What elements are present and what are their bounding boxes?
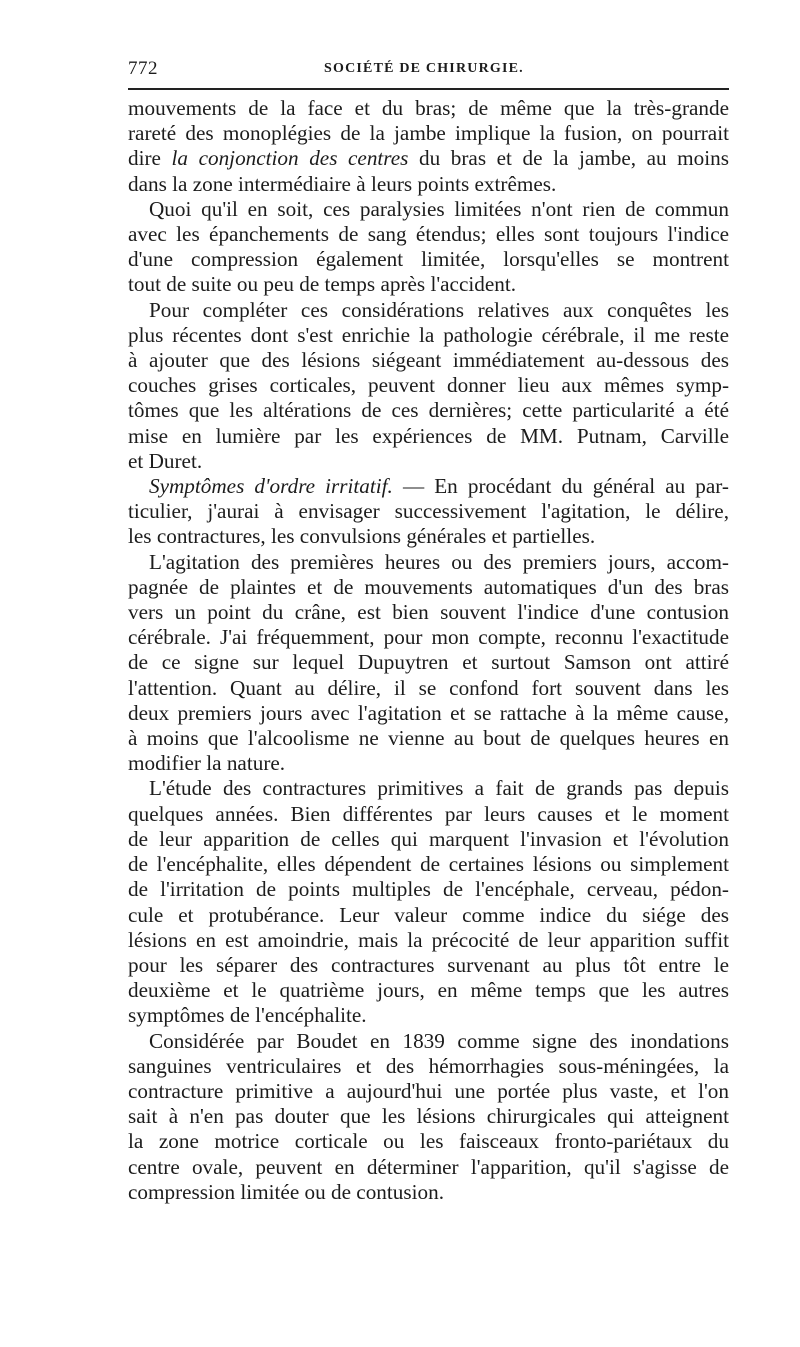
text-segment: mouvements de la face et du bras; de même que la très-grande bbox=[128, 96, 729, 120]
text-segment: — En procédant du général au par- bbox=[392, 474, 729, 499]
text-line bbox=[128, 121, 729, 146]
text-line bbox=[128, 272, 729, 297]
text-line bbox=[128, 802, 729, 827]
italic-text: la conjonction des centres bbox=[171, 146, 409, 171]
text-line bbox=[128, 398, 729, 423]
body-text bbox=[128, 96, 729, 1205]
text-segment: cérébrale. J'ai fréquemment, pour mon compte, reconnu l'exactitude bbox=[128, 625, 729, 650]
text-line bbox=[128, 474, 729, 499]
text-segment: les contractures, les convulsions générales et partielles. bbox=[128, 524, 596, 549]
text-segment: du bras et de la jambe, au moins bbox=[408, 146, 729, 171]
text-segment: compression limitée ou de contusion. bbox=[128, 1179, 444, 1204]
text-line bbox=[128, 575, 729, 600]
text-line bbox=[128, 928, 729, 953]
text-segment: la zone motrice corticale ou les faisceaux fronto-pariétaux du bbox=[128, 1129, 729, 1154]
text-line bbox=[128, 222, 729, 247]
text-segment: lésions en est amoindrie, mais la précocité de leur apparition suffit bbox=[128, 927, 729, 952]
text-segment: à moins que l'alcoolisme ne vienne au bout de quelques heures en bbox=[128, 726, 729, 751]
text-line bbox=[128, 1003, 729, 1028]
text-line bbox=[128, 1079, 729, 1104]
text-segment: deux premiers jours avec l'agitation et se rattache à la même cause, bbox=[128, 700, 729, 725]
text-segment: avec les épanchements de sang étendus; elles sont toujours l'indice bbox=[128, 222, 729, 247]
text-segment: Quoi qu'il en soit, ces paralysies limitées n'ont rien de commun bbox=[149, 196, 729, 221]
text-segment: Pour compléter ces considérations relatives aux conquêtes les bbox=[149, 297, 729, 322]
text-segment: contracture primitive a aujourd'hui une portée plus vaste, et l'on bbox=[128, 1078, 729, 1103]
paragraph bbox=[128, 197, 729, 298]
book-page bbox=[128, 48, 729, 1205]
text-line bbox=[128, 776, 729, 801]
paragraph bbox=[128, 298, 729, 474]
text-segment: à ajouter que des lésions siégeant immédiatement au-dessous des bbox=[128, 348, 729, 373]
text-line bbox=[128, 827, 729, 852]
text-segment: sait à n'en pas douter que les lésions chirurgicales qui atteignent bbox=[128, 1104, 729, 1129]
text-segment: de ce signe sur lequel Dupuytren et surtout Samson ont attiré bbox=[128, 650, 729, 675]
text-line bbox=[128, 247, 729, 272]
paragraph bbox=[128, 550, 729, 777]
text-segment: pour les séparer des contractures survenant au plus tôt entre le bbox=[128, 952, 729, 977]
text-line bbox=[128, 676, 729, 701]
text-segment: L'agitation des premières heures ou des premiers jours, accom- bbox=[149, 549, 729, 574]
text-line bbox=[128, 424, 729, 449]
text-segment: tout de suite ou peu de temps après l'accident. bbox=[128, 272, 517, 297]
header-rule bbox=[128, 88, 729, 90]
text-segment: dire bbox=[128, 146, 172, 171]
text-line bbox=[128, 524, 729, 549]
text-line bbox=[128, 1029, 729, 1054]
text-segment: dans la zone intermédiaire à leurs points extrêmes. bbox=[128, 171, 557, 196]
paragraph bbox=[128, 1029, 729, 1205]
text-line bbox=[128, 701, 729, 726]
text-line bbox=[128, 550, 729, 575]
running-head bbox=[128, 48, 729, 88]
page-number: 772 bbox=[128, 58, 158, 79]
text-line bbox=[128, 852, 729, 877]
text-line bbox=[128, 146, 729, 171]
text-line bbox=[128, 726, 729, 751]
text-line bbox=[128, 1129, 729, 1154]
text-segment: ticulier, j'aurai à envisager successivement l'agitation, le délire, bbox=[128, 499, 729, 524]
text-segment: mise en lumière par les expériences de MM. Putnam, Carville bbox=[128, 423, 729, 448]
text-segment: symptômes de l'encéphalite. bbox=[128, 1003, 367, 1028]
paragraph bbox=[128, 776, 729, 1028]
text-line bbox=[128, 953, 729, 978]
text-line bbox=[128, 172, 729, 197]
text-line bbox=[128, 96, 729, 121]
text-segment: vers un point du crâne, est bien souvent l'indice d'une contusion bbox=[128, 600, 729, 625]
italic-text: Symptômes d'ordre irritatif. bbox=[149, 474, 393, 499]
text-segment: pagnée de plaintes et de mouvements automatiques d'un des bras bbox=[128, 574, 729, 599]
text-segment: quelques années. Bien différentes par leurs causes et le moment bbox=[128, 801, 729, 826]
text-line bbox=[128, 751, 729, 776]
text-line bbox=[128, 449, 729, 474]
text-line bbox=[128, 1155, 729, 1180]
text-segment: de l'irritation de points multiples de l'encéphale, cerveau, pédon- bbox=[128, 877, 729, 902]
text-segment: modifier la nature. bbox=[128, 751, 286, 776]
running-title: SOCIÉTÉ DE CHIRURGIE. bbox=[324, 61, 524, 76]
text-line bbox=[128, 600, 729, 625]
text-segment: plus récentes dont s'est enrichie la pathologie cérébrale, il me reste bbox=[128, 322, 729, 347]
text-line bbox=[128, 650, 729, 675]
text-segment: couches grises corticales, peuvent donner lieu aux mêmes symp- bbox=[128, 373, 729, 398]
text-segment: de leur apparition de celles qui marquent l'invasion et l'évolution bbox=[128, 826, 729, 851]
text-segment: sanguines ventriculaires et des hémorrhagies sous-méningées, la bbox=[128, 1053, 729, 1078]
text-segment: de l'encéphalite, elles dépendent de certaines lésions ou simplement bbox=[128, 852, 729, 877]
text-segment: rareté des monoplégies de la jambe implique la fusion, on pourrait bbox=[128, 121, 729, 146]
text-segment: et Duret. bbox=[128, 448, 203, 473]
text-segment: centre ovale, peuvent en déterminer l'apparition, qu'il s'agisse de bbox=[128, 1154, 729, 1179]
text-segment: d'une compression également limitée, lorsqu'elles se montrent bbox=[128, 247, 729, 272]
text-line bbox=[128, 1054, 729, 1079]
text-line bbox=[128, 1104, 729, 1129]
text-line bbox=[128, 903, 729, 928]
text-line bbox=[128, 323, 729, 348]
text-segment: cule et protubérance. Leur valeur comme indice du siége des bbox=[128, 902, 729, 927]
text-line bbox=[128, 499, 729, 524]
text-line bbox=[128, 877, 729, 902]
text-line bbox=[128, 625, 729, 650]
text-segment: Considérée par Boudet en 1839 comme signe des inondations bbox=[149, 1028, 729, 1053]
text-line bbox=[128, 373, 729, 398]
text-segment: l'attention. Quant au délire, il se confond fort souvent dans les bbox=[128, 675, 729, 700]
text-segment: L'étude des contractures primitives a fait de grands pas depuis bbox=[149, 776, 729, 801]
text-line bbox=[128, 1180, 729, 1205]
text-line bbox=[128, 978, 729, 1003]
text-line bbox=[128, 298, 729, 323]
text-line bbox=[128, 197, 729, 222]
text-segment: tômes que les altérations de ces dernières; cette particularité a été bbox=[128, 398, 729, 423]
text-segment: deuxième et le quatrième jours, en même temps que les autres bbox=[128, 978, 729, 1003]
paragraph bbox=[128, 474, 729, 550]
paragraph bbox=[128, 96, 729, 197]
text-line bbox=[128, 348, 729, 373]
